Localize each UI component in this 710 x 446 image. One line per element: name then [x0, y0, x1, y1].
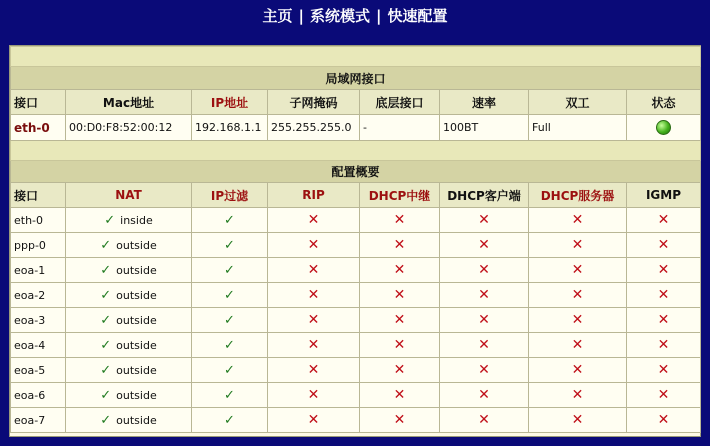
cross-icon: ✕: [571, 387, 584, 403]
summary-igmp: [627, 383, 701, 408]
summary-dhcp-server: [529, 208, 627, 233]
summary-dhcp-client: [440, 383, 529, 408]
summary-igmp: [627, 308, 701, 333]
status-table: [10, 46, 701, 433]
summary-ip-filter: [192, 383, 268, 408]
cross-icon: ✕: [478, 262, 490, 278]
summary-rows: [11, 208, 701, 433]
summary-ip-filter: [192, 358, 268, 383]
summary-dhcp-relay: [360, 283, 440, 308]
check-icon: ✓: [224, 287, 235, 303]
lan-header-mask: 子网掩码: [268, 90, 360, 115]
lan-ip: 192.168.1.1: [192, 115, 268, 141]
summary-row: [11, 333, 701, 358]
check-icon: ✓: [224, 412, 235, 428]
cross-icon: ✕: [393, 312, 406, 328]
summary-nat: [66, 333, 192, 358]
summary-dhcp-relay: [360, 233, 440, 258]
cross-icon: ✕: [657, 262, 670, 278]
cross-icon: ✕: [571, 212, 584, 228]
summary-rip: [268, 358, 360, 383]
summary-ip-filter: [192, 408, 268, 433]
cross-icon: ✕: [307, 387, 320, 403]
nat-mode: outside: [116, 363, 157, 377]
summary-nat: [66, 408, 192, 433]
summary-dhcp-relay: [360, 358, 440, 383]
nat-mode: inside: [120, 213, 153, 227]
summary-dhcp-server: [529, 333, 627, 358]
summary-nat: [66, 308, 192, 333]
lan-header-rate: 速率: [440, 90, 529, 115]
nat-mode: outside: [116, 388, 157, 402]
summary-nat: [66, 233, 192, 258]
summary-dhcp-client: [440, 308, 529, 333]
check-icon: ✓: [100, 412, 112, 428]
summary-header-ip-filter: IP过滤: [192, 183, 268, 208]
summary-header-dhcp-client: DHCP客户端: [440, 183, 529, 208]
nat-mode: outside: [116, 413, 157, 427]
summary-rip: [268, 283, 360, 308]
cross-icon: ✕: [393, 262, 406, 278]
summary-interface: eoa-3: [11, 308, 66, 333]
summary-ip-filter: [192, 333, 268, 358]
summary-header-igmp: IGMP: [627, 183, 701, 208]
summary-ip-filter: [192, 283, 268, 308]
summary-dhcp-server: [529, 258, 627, 283]
cross-icon: ✕: [571, 287, 584, 303]
summary-dhcp-client: [440, 258, 529, 283]
cross-icon: ✕: [478, 337, 490, 353]
summary-igmp: [627, 333, 701, 358]
summary-igmp: [627, 208, 701, 233]
cross-icon: ✕: [571, 312, 584, 328]
breadcrumb-home-link[interactable]: 主页: [262, 7, 293, 25]
summary-igmp: [627, 258, 701, 283]
nat-mode: outside: [116, 263, 157, 277]
lan-mask: 255.255.255.0: [268, 115, 360, 141]
lan-duplex: Full: [529, 115, 627, 141]
summary-interface: ppp-0: [11, 233, 66, 258]
green-status-led-icon: [656, 120, 671, 135]
cross-icon: ✕: [478, 237, 490, 253]
summary-dhcp-relay: [360, 208, 440, 233]
summary-dhcp-server: [529, 283, 627, 308]
summary-igmp: [627, 233, 701, 258]
summary-dhcp-relay: [360, 383, 440, 408]
lan-header-status: 状态: [627, 90, 701, 115]
cross-icon: ✕: [657, 387, 670, 403]
check-icon: ✓: [224, 312, 235, 328]
summary-interface: eoa-6: [11, 383, 66, 408]
summary-dhcp-client: [440, 233, 529, 258]
spacer-band: [11, 47, 701, 67]
summary-interface: eoa-2: [11, 283, 66, 308]
summary-ip-filter: [192, 308, 268, 333]
summary-row: [11, 283, 701, 308]
cross-icon: ✕: [307, 312, 320, 328]
cross-icon: ✕: [478, 287, 490, 303]
summary-dhcp-server: [529, 308, 627, 333]
nat-mode: outside: [116, 338, 157, 352]
cross-icon: ✕: [307, 412, 320, 428]
cross-icon: ✕: [393, 362, 406, 378]
cross-icon: ✕: [393, 412, 406, 428]
cross-icon: ✕: [393, 237, 406, 253]
summary-row: [11, 258, 701, 283]
lan-header-duplex: 双工: [529, 90, 627, 115]
summary-dhcp-relay: [360, 258, 440, 283]
check-icon: ✓: [224, 262, 235, 278]
cross-icon: ✕: [393, 387, 406, 403]
cross-icon: ✕: [657, 287, 670, 303]
lan-header-lower: 底层接口: [360, 90, 440, 115]
check-icon: ✓: [100, 237, 112, 253]
summary-row: [11, 383, 701, 408]
cross-icon: ✕: [478, 412, 490, 428]
check-icon: ✓: [224, 212, 235, 228]
spacer-band: [11, 141, 701, 161]
lan-header-row: [11, 90, 701, 115]
summary-interface: eth-0: [11, 208, 66, 233]
summary-ip-filter: [192, 258, 268, 283]
cross-icon: ✕: [571, 262, 584, 278]
summary-interface: eoa-1: [11, 258, 66, 283]
summary-dhcp-client: [440, 408, 529, 433]
check-icon: ✓: [104, 212, 116, 228]
summary-rip: [268, 258, 360, 283]
breadcrumb-separator: |: [376, 7, 382, 25]
check-icon: ✓: [100, 362, 112, 378]
summary-header-nat: NAT: [66, 183, 192, 208]
summary-dhcp-client: [440, 333, 529, 358]
check-icon: ✓: [224, 362, 235, 378]
summary-header-interface: 接口: [11, 183, 66, 208]
cross-icon: ✕: [657, 412, 670, 428]
lan-header-interface: 接口: [11, 90, 66, 115]
summary-dhcp-client: [440, 358, 529, 383]
summary-rip: [268, 333, 360, 358]
summary-dhcp-client: [440, 208, 529, 233]
summary-dhcp-server: [529, 358, 627, 383]
check-icon: ✓: [100, 337, 112, 353]
cross-icon: ✕: [571, 337, 584, 353]
summary-interface: eoa-7: [11, 408, 66, 433]
breadcrumb-separator: |: [298, 7, 304, 25]
summary-interface: eoa-5: [11, 358, 66, 383]
config-panel: [9, 45, 701, 437]
cross-icon: ✕: [478, 362, 490, 378]
cross-icon: ✕: [657, 212, 670, 228]
summary-nat: [66, 358, 192, 383]
cross-icon: ✕: [657, 312, 670, 328]
summary-igmp: [627, 408, 701, 433]
cross-icon: ✕: [571, 412, 584, 428]
summary-section-title-row: [11, 161, 701, 183]
check-icon: ✓: [100, 387, 112, 403]
summary-header-dhcp-relay: DHCP中继: [360, 183, 440, 208]
cross-icon: ✕: [571, 237, 584, 253]
summary-dhcp-server: [529, 233, 627, 258]
lan-header-mac: Mac地址: [66, 90, 192, 115]
summary-interface: eoa-4: [11, 333, 66, 358]
breadcrumb-system-mode-link[interactable]: 系统模式: [309, 7, 370, 25]
cross-icon: ✕: [307, 337, 320, 353]
summary-nat: [66, 283, 192, 308]
lan-row: [11, 115, 701, 141]
cross-icon: ✕: [478, 212, 490, 228]
lan-interface: eth-0: [11, 115, 66, 141]
summary-header-row: [11, 183, 701, 208]
summary-nat: [66, 383, 192, 408]
summary-header-dhcp-server: DHCP服务器: [529, 183, 627, 208]
nat-mode: outside: [116, 313, 157, 327]
lan-header-ip: IP地址: [192, 90, 268, 115]
breadcrumb-current-page: 快速配置: [387, 7, 448, 25]
lan-section-title-row: [11, 67, 701, 90]
summary-nat: [66, 208, 192, 233]
summary-nat: [66, 258, 192, 283]
cross-icon: ✕: [393, 287, 406, 303]
summary-dhcp-server: [529, 408, 627, 433]
summary-row: [11, 408, 701, 433]
check-icon: ✓: [100, 312, 112, 328]
summary-ip-filter: [192, 233, 268, 258]
summary-ip-filter: [192, 208, 268, 233]
summary-header-rip: RIP: [268, 183, 360, 208]
nat-mode: outside: [116, 288, 157, 302]
check-icon: ✓: [224, 237, 235, 253]
summary-dhcp-relay: [360, 408, 440, 433]
summary-section-title: 配置概要: [11, 161, 701, 183]
lan-rate: 100BT: [440, 115, 529, 141]
check-icon: ✓: [100, 262, 112, 278]
summary-row: [11, 233, 701, 258]
cross-icon: ✕: [307, 212, 320, 228]
summary-dhcp-server: [529, 383, 627, 408]
cross-icon: ✕: [307, 237, 320, 253]
cross-icon: ✕: [657, 237, 670, 253]
summary-row: [11, 308, 701, 333]
check-icon: ✓: [224, 337, 235, 353]
summary-igmp: [627, 283, 701, 308]
cross-icon: ✕: [307, 362, 320, 378]
summary-rip: [268, 408, 360, 433]
summary-dhcp-relay: [360, 333, 440, 358]
cross-icon: ✕: [657, 362, 670, 378]
cross-icon: ✕: [307, 262, 320, 278]
cross-icon: ✕: [393, 212, 406, 228]
lan-mac: 00:D0:F8:52:00:12: [66, 115, 192, 141]
summary-row: [11, 208, 701, 233]
summary-dhcp-client: [440, 283, 529, 308]
cross-icon: ✕: [393, 337, 406, 353]
check-icon: ✓: [224, 387, 235, 403]
cross-icon: ✕: [657, 337, 670, 353]
cross-icon: ✕: [571, 362, 584, 378]
summary-rip: [268, 383, 360, 408]
summary-dhcp-relay: [360, 308, 440, 333]
check-icon: ✓: [100, 287, 112, 303]
summary-igmp: [627, 358, 701, 383]
lan-lower: -: [360, 115, 440, 141]
summary-rip: [268, 208, 360, 233]
lan-status: [627, 115, 701, 141]
cross-icon: ✕: [478, 312, 490, 328]
cross-icon: ✕: [478, 387, 490, 403]
summary-row: [11, 358, 701, 383]
lan-section-title: 局域网接口: [11, 67, 701, 90]
cross-icon: ✕: [307, 287, 320, 303]
breadcrumb: [0, 0, 710, 32]
summary-rip: [268, 233, 360, 258]
nat-mode: outside: [116, 238, 157, 252]
summary-rip: [268, 308, 360, 333]
